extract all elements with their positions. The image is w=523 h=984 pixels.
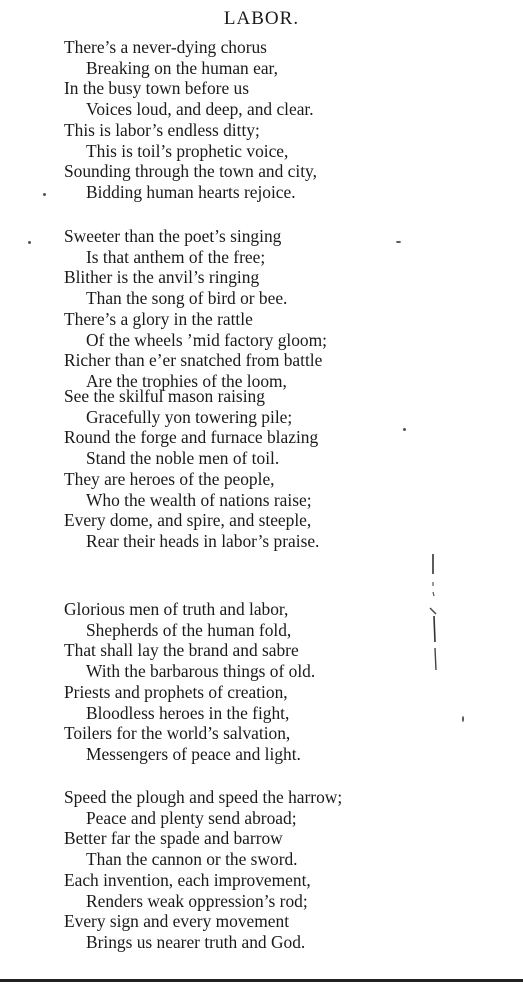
poem-line: There’s a never-dying chorus — [64, 37, 267, 57]
poem-line: Every sign and every movement — [64, 911, 290, 932]
poem-line: They are heroes of the people, — [64, 468, 275, 489]
poem-line: Than the cannon or the sword. — [86, 849, 298, 870]
poem-line: There’s a glory in the rattle — [64, 308, 253, 329]
poem-line: Sweeter than the poet’s singing — [64, 226, 282, 246]
margin-pencil-mark — [426, 552, 440, 680]
scan-speck — [462, 716, 464, 722]
poem-line: Each invention, each improvement, — [64, 869, 311, 890]
poem-line: Peace and plenty send abroad; — [86, 807, 297, 828]
scan-speck — [396, 241, 401, 243]
bottom-rule — [0, 979, 523, 982]
poem-line: Bloodless heroes in the fight, — [86, 702, 290, 723]
poem-line: Stand the noble men of toil. — [86, 448, 280, 469]
poem-line: Bidding human hearts rejoice. — [86, 181, 296, 202]
poem-line: Glorious men of truth and labor, — [64, 599, 289, 619]
poem-line: That shall lay the brand and sabre — [64, 640, 299, 661]
stanza-1 — [64, 37, 484, 203]
poem-line: Priests and prophets of creation, — [64, 681, 288, 702]
stanza-5 — [64, 787, 484, 953]
poem-line: Than the song of bird or bee. — [86, 288, 288, 309]
poem-line: In the busy town before us — [64, 78, 249, 99]
poem-line: Richer than e’er snatched from battle — [64, 350, 323, 371]
scan-speck — [28, 241, 31, 244]
poem-line: Gracefully yon towering pile; — [86, 406, 293, 427]
poem-line: See the skilful mason raising — [64, 386, 265, 406]
poem-line: Shepherds of the human fold, — [86, 619, 292, 640]
stanza-2 — [64, 226, 484, 392]
scan-speck — [403, 428, 406, 431]
scan-speck — [43, 193, 46, 196]
poem-line: Are the trophies of the loom, — [86, 370, 287, 391]
poem-line: Messengers of peace and light. — [86, 743, 301, 764]
stanza-3 — [64, 386, 484, 552]
poem-line: Blither is the anvil’s ringing — [64, 267, 260, 288]
poem-line: This is toil’s prophetic voice, — [86, 140, 289, 161]
poem-line: Breaking on the human ear, — [86, 57, 278, 78]
poem-line: Every dome, and spire, and steeple, — [64, 510, 312, 531]
poem-line: Of the wheels ’mid factory gloom; — [86, 329, 327, 350]
poem-line: Renders weak oppression’s rod; — [86, 890, 308, 911]
poem-line: Who the wealth of nations raise; — [86, 489, 312, 510]
poem-line: This is labor’s endless ditty; — [64, 119, 260, 140]
poem-line: Round the forge and furnace blazing — [64, 427, 319, 448]
poem-line: Is that anthem of the free; — [86, 246, 266, 267]
poem-title: LABOR. — [223, 8, 300, 29]
poem-line: Sounding through the town and city, — [64, 161, 317, 182]
poem-line: With the barbarous things of old. — [86, 661, 316, 682]
poem-line: Brings us nearer truth and God. — [86, 931, 306, 952]
poem-line: Toilers for the world’s salvation, — [64, 723, 291, 744]
stanza-4 — [64, 599, 484, 765]
poem-line: Speed the plough and speed the harrow; — [64, 787, 343, 807]
poem-line: Better far the spade and barrow — [64, 828, 283, 849]
poem-line: Rear their heads in labor’s praise. — [86, 530, 320, 551]
poem-line: Voices loud, and deep, and clear. — [86, 99, 314, 120]
